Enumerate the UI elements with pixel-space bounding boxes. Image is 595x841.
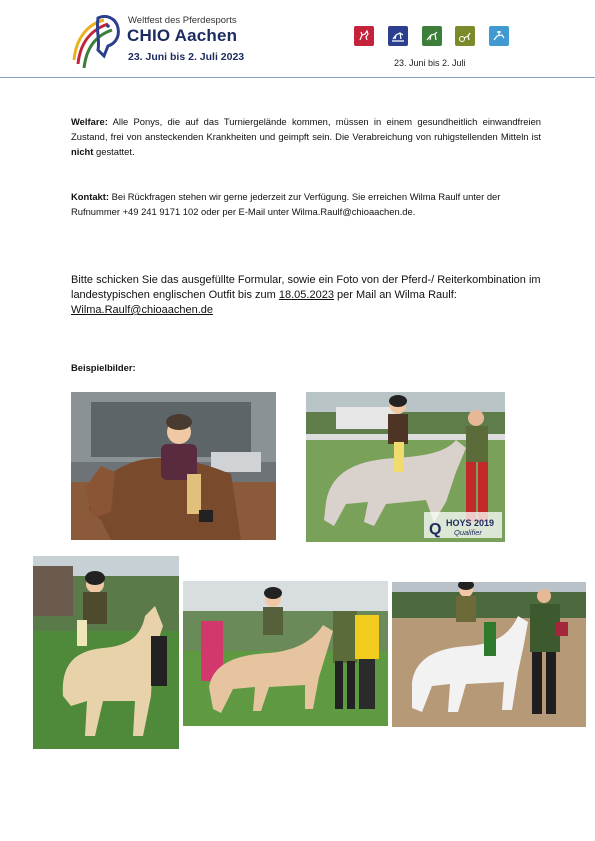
welfare-text: Alle Ponys, die auf das Turniergelände kommen, müssen in einem gesundheitlich einwandfreien Zustand, frei von ansteckenden Krankheiten und geimpft sein. Die Verabreichung von ruhigstellenden Mitteln ist	[71, 116, 541, 142]
submit-deadline: 18.05.2023	[278, 289, 334, 301]
jumping-icon	[388, 26, 408, 46]
example-photo-5	[392, 582, 586, 727]
examples-label: Beispielbilder:	[71, 362, 136, 373]
welfare-emphasis: nicht	[71, 146, 94, 157]
submit-text-2: per Mail an Wilma Raulf:	[333, 289, 457, 301]
submit-email-link[interactable]: Wilma.Raulf@chioaachen.de	[71, 304, 214, 316]
example-photo-1	[71, 392, 276, 540]
logo-dates: 23. Juni bis 2. Juli 2023	[128, 51, 245, 63]
welfare-text-end: gestattet.	[93, 146, 135, 157]
header-divider	[0, 77, 595, 78]
kontakt-text: Bei Rückfragen stehen wir gerne jederzeit zur Verfügung. Sie erreichen Wilma Raulf unter der Rufnummer +49 241 9171 102 oder per E-Mail unter Wilma.Raulf@chioaachen.de.	[71, 191, 501, 217]
eventing-icon	[422, 26, 442, 46]
welfare-paragraph	[71, 114, 541, 159]
chio-logo-horse-icon	[68, 10, 124, 70]
driving-icon	[455, 26, 475, 46]
welfare-label: Welfare:	[71, 116, 108, 127]
vaulting-icon	[489, 26, 509, 46]
logo-title: CHIO Aachen	[127, 26, 238, 45]
kontakt-label: Kontakt:	[71, 191, 110, 202]
example-photo-4	[183, 581, 388, 726]
svg-text:Q: Q	[429, 521, 442, 538]
example-photo-3	[33, 556, 179, 749]
dressage-icon	[354, 26, 374, 46]
example-photo-2	[306, 392, 505, 542]
submit-paragraph	[71, 273, 541, 318]
header-date-range: 23. Juni bis 2. Juli	[394, 58, 466, 68]
hoys-badge-sub: Qualifier	[454, 528, 482, 537]
logo-subtitle: Weltfest des Pferdesports	[128, 15, 237, 26]
hoys-badge: HOYS 2019	[446, 518, 495, 528]
submit-text-1: Bitte schicken Sie das ausgefüllte Formular, sowie ein Foto von der Pferd-/ Reiterkombination im landestypischen englischen Outfit bis zum	[71, 274, 541, 301]
kontakt-paragraph	[71, 189, 541, 219]
